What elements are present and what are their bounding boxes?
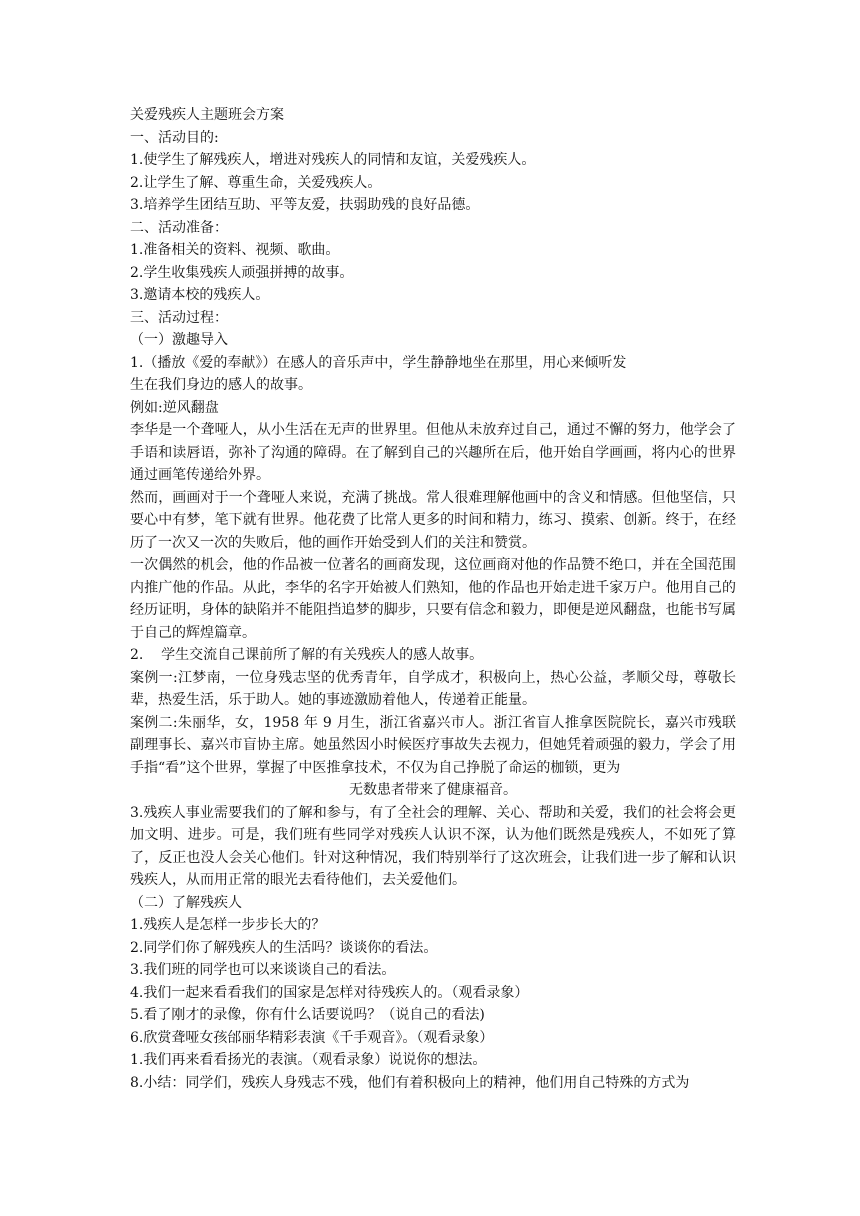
paragraph: 3.邀请本校的残疾人。 xyxy=(130,287,270,303)
paragraph: 无数患者带来了健康福音。 xyxy=(349,782,517,798)
list-item: 4.我们一起来看看我们的国家是怎样对待残疾人的。（观看录象） xyxy=(130,984,529,1001)
paragraph: 案例一:江梦南，一位身残志坚的优秀青年，自学成才，积极向上，热心公益，孝顺父母，尊敬长辈，热爱生活，乐于助人。她的事迹激励着他人，传递着正能量。 xyxy=(130,669,736,708)
paragraph: 1.使学生了解残疾人，增进对残疾人的同情和友谊，关爱残疾人。 xyxy=(130,152,536,168)
list-item: 8.小结：同学们，残疾人身残志不残，他们有着积极向上的精神，他们用自己特殊的方式为 xyxy=(130,1074,690,1091)
list-item: 1.残疾人是怎样一步步长大的？ xyxy=(130,917,326,933)
list-item: 6.欣赏聋哑女孩邰丽华精彩表演《千手观音》。（观看录象） xyxy=(130,1029,494,1046)
list-item: 2.同学们你了解残疾人的生活吗？谈谈你的看法。 xyxy=(130,939,438,956)
subsection-heading: （二）了解残疾人 xyxy=(130,894,242,911)
paragraph: 然而，画画对于一个聋哑人来说，充满了挑战。常人很难理解他画中的含义和情感。但他坚信，只要心中有梦，笔下就有世界。他花费了比常人更多的时间和精力，练习、摸索、创新。终于，在经历了一次又一次的失败后，他的画作开始受到人们的关注和赞赏。 xyxy=(130,489,736,551)
paragraph: 1.准备相关的资料、视频、歌曲。 xyxy=(130,242,340,258)
subsection-heading: （一）激趣导入 xyxy=(130,332,228,348)
section-heading-purpose: 一、活动目的: xyxy=(130,129,219,146)
paragraph: 3.培养学生团结互助、平等友爱，扶弱助残的良好品德。 xyxy=(130,197,480,213)
list-item: 5.看了刚才的录像，你有什么话要说吗？（说自己的看法) xyxy=(130,1007,485,1023)
paragraph: 2.学生收集残疾人顽强拼搏的故事。 xyxy=(130,264,354,281)
list-item: 3.我们班的同学也可以来谈谈自己的看法。 xyxy=(130,962,396,978)
paragraph: 案例二:朱丽华，女，1958 年 9 月生，浙江省嘉兴市人。浙江省盲人推拿医院院长，嘉兴市残联副理事长、嘉兴市盲协主席。她虽然因小时候医疗事故失去视力，但她凭着顽强的毅力，学会了用手指“看”这个世界，掌握了中医推拿技术，不仅为自己挣脱了命运的枷锁，更为 xyxy=(130,714,736,776)
section-heading-preparation: 二、活动准备： xyxy=(130,219,228,236)
paragraph: 李华是一个聋哑人，从小生活在无声的世界里。但他从未放弃过自己，通过不懈的努力，他学会了手语和读唇语，弥补了沟通的障碍。在了解到自己的兴趣所在后，他开始自学画画，将内心的世界通过画笔传递给外界。 xyxy=(130,422,736,483)
document-title: 关爱残疾人主题班会方案 xyxy=(130,107,284,123)
paragraph: 生在我们身边的感人的故事。 xyxy=(130,377,312,393)
paragraph: 一次偶然的机会，他的作品被一位著名的画商发现，这位画商对他的作品赞不绝口，并在全国范围内推广他的作品。从此，李华的名字开始被人们熟知，他的作品也开始走进千家万户。他用自己的经历证明，身体的缺陷并不能阻挡追梦的脚步，只要有信念和毅力，即便是逆风翻盘，也能书写属于自己的辉煌篇章。 xyxy=(130,557,736,641)
paragraph: 2. 学生交流自己课前所了解的有关残疾人的感人故事。 xyxy=(130,647,484,663)
list-item: 1.我们再来看看扬光的表演。（观看录象）说说你的想法。 xyxy=(130,1052,487,1068)
paragraph: 例如:逆风翻盘 xyxy=(130,399,219,416)
paragraph: 1.（播放《爱的奉献》）在感人的音乐声中，学生静静地坐在那里，用心来倾听发 xyxy=(130,354,627,371)
paragraph: 2.让学生了解、尊重生命，关爱残疾人。 xyxy=(130,174,382,191)
paragraph: 3.残疾人事业需要我们的了解和参与，有了全社会的理解、关心、帮助和关爱，我们的社会将会更加文明、进步。可是，我们班有些同学对残疾人认识不深，认为他们既然是残疾人，不如死了算了，反正也没人会关心他们。针对这种情况，我们特别举行了这次班会，让我们进一步了解和认识残疾人，从而用正常的眼光去看待他们，去关爱他们。 xyxy=(130,804,736,888)
document-page xyxy=(130,104,736,1094)
section-heading-process: 三、活动过程： xyxy=(130,309,228,326)
